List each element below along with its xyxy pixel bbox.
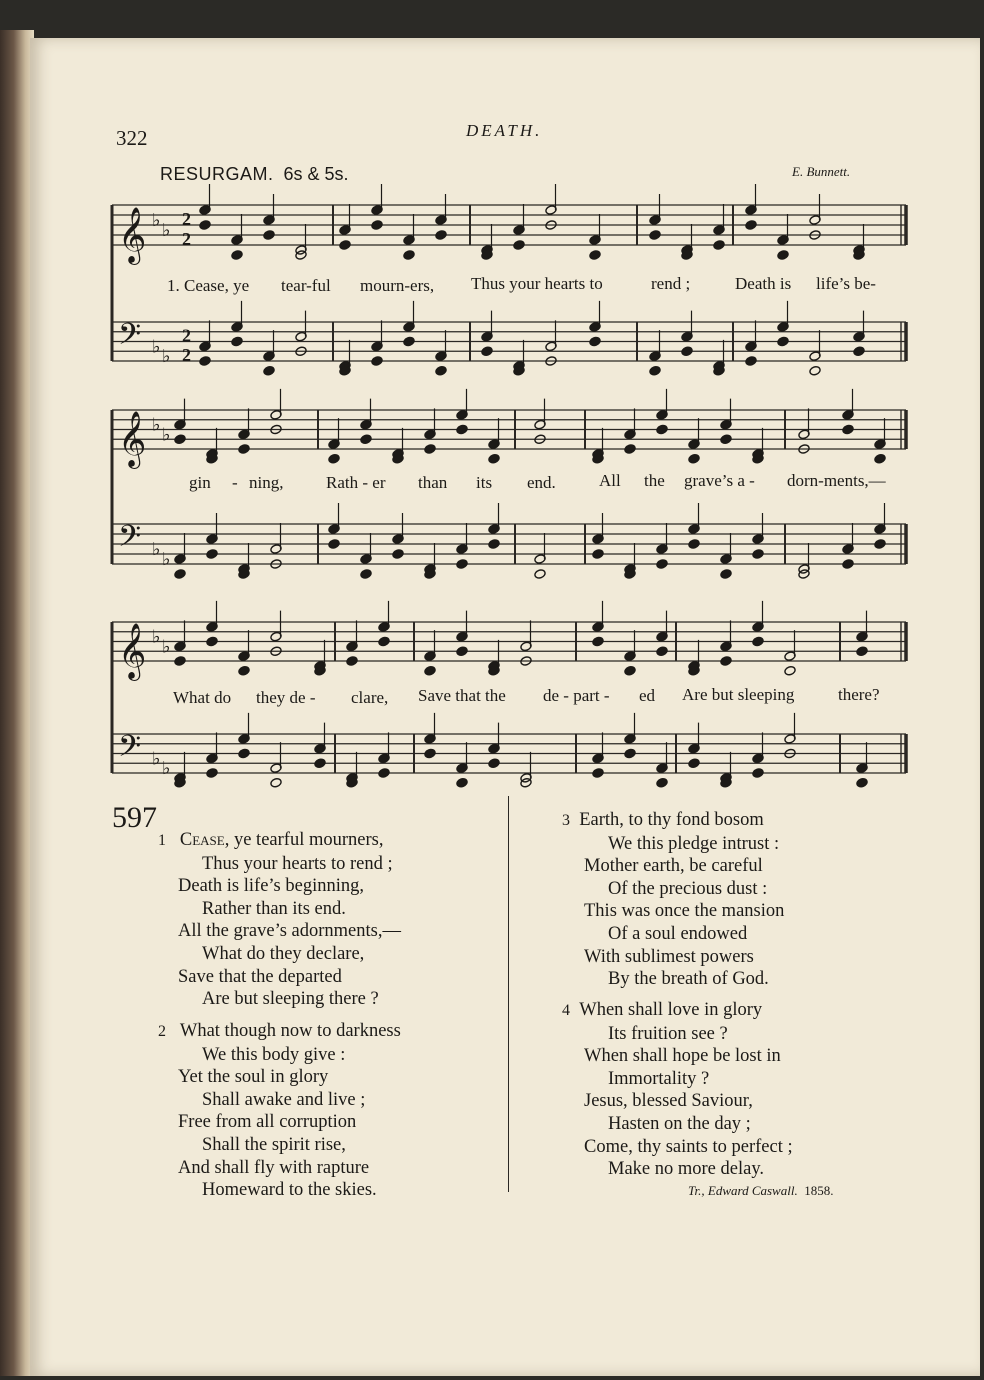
verse-line: What do they declare, <box>202 943 365 964</box>
verse-line: Homeward to the skies. <box>202 1180 377 1201</box>
note-head <box>238 665 250 676</box>
note-head <box>392 549 404 560</box>
verse-line: This was once the mansion <box>584 901 785 922</box>
note-head <box>592 768 604 779</box>
time-signature: 2 <box>182 325 191 346</box>
lyric-syllable: its <box>476 473 493 492</box>
note-head <box>856 777 868 788</box>
note-head <box>206 549 218 560</box>
verse-4 <box>562 999 793 1181</box>
lyric-syllable: ning, <box>249 473 284 492</box>
note-head <box>403 336 415 347</box>
lyric-syllable: gin <box>189 473 211 492</box>
note-head <box>853 346 865 357</box>
flat-sign: ♭ <box>152 336 161 358</box>
verse-line: Free from all corruption <box>178 1112 357 1133</box>
note-head <box>720 656 732 667</box>
lyric-syllable: Are but sleeping <box>682 685 795 704</box>
note-head <box>174 434 186 445</box>
note-head <box>263 365 275 376</box>
note-head <box>856 646 868 657</box>
note-head <box>206 636 218 647</box>
tune-name: RESURGAM. <box>160 164 274 184</box>
note-head <box>752 768 764 779</box>
note-head <box>777 250 789 261</box>
lyric-syllable: de - part - <box>543 686 610 705</box>
verse-number: 4 <box>562 1002 570 1019</box>
verse-line: When shall hope be lost in <box>584 1046 781 1067</box>
flat-sign: ♭ <box>152 210 161 231</box>
note-head <box>231 250 243 261</box>
lyric-syllable: Rath - er <box>326 473 386 492</box>
verse-line: Of a soul endowed <box>608 923 748 944</box>
note-head <box>456 424 468 435</box>
lyric-syllable: - <box>232 473 238 492</box>
lyric-syllable: life’s be- <box>816 274 876 293</box>
note-head <box>777 336 789 347</box>
verse-2 <box>158 1020 401 1202</box>
treble-clef: 𝄞 <box>118 207 147 263</box>
verse-line: All the grave’s adornments,— <box>178 921 401 942</box>
verse-line: By the breath of God. <box>608 969 769 990</box>
note-head <box>649 230 661 241</box>
lyric-syllable: 1. Cease, ye <box>167 276 250 295</box>
note-head <box>435 365 447 376</box>
note-head <box>624 748 636 759</box>
verse-line: Come, thy saints to perfect ; <box>584 1136 793 1157</box>
note-head <box>314 758 326 769</box>
note-head <box>424 665 436 676</box>
lyric-syllable: Save that the <box>418 686 506 705</box>
note-head <box>424 748 436 759</box>
flat-sign: ♭ <box>152 748 161 770</box>
verse-line: Yet the soul in glory <box>178 1067 329 1088</box>
hymn-number: 597 <box>112 801 157 834</box>
verse-line: Earth, to thy fond bosom <box>579 810 764 830</box>
note-head <box>534 569 546 580</box>
note-head <box>456 777 468 788</box>
note-head <box>681 346 693 357</box>
verse-line: Rather than its end. <box>202 898 346 919</box>
note-head <box>231 336 243 347</box>
note-head <box>263 230 275 241</box>
note-head <box>238 444 250 455</box>
note-head <box>206 768 218 779</box>
tune-meter: 6s & 5s. <box>283 164 349 184</box>
running-title: DEATH. <box>466 121 543 140</box>
note-head <box>752 549 764 560</box>
flat-sign: ♭ <box>162 636 171 658</box>
verse-line: Thus your hearts to rend ; <box>202 853 393 874</box>
note-head <box>456 559 468 570</box>
note-head <box>270 777 282 788</box>
note-head <box>488 539 500 550</box>
note-head <box>328 453 340 464</box>
verse-first-word: Cease, <box>179 830 230 850</box>
lyric-syllable: All <box>599 471 621 490</box>
lyric-syllable: mourn-ers, <box>360 276 435 295</box>
note-head <box>592 636 604 647</box>
note-head <box>745 220 757 231</box>
verse-line: Mother earth, be careful <box>584 856 763 877</box>
verse-line: Are but sleeping there ? <box>202 989 379 1010</box>
composer: E. Bunnett. <box>792 164 851 179</box>
note-head <box>649 365 661 376</box>
flat-sign: ♭ <box>162 346 171 368</box>
note-head <box>720 569 732 580</box>
note-head <box>589 250 601 261</box>
note-head <box>656 559 668 570</box>
note-head <box>874 453 886 464</box>
note-head <box>809 365 821 376</box>
lyric-syllable: clare, <box>351 688 389 707</box>
time-signature: 2 <box>182 229 191 249</box>
verse-line: Save that the departed <box>178 966 342 987</box>
verse-number: 2 <box>158 1023 166 1040</box>
note-head <box>488 758 500 769</box>
lyric-syllable: end. <box>527 473 556 492</box>
note-head <box>656 424 668 435</box>
note-head <box>435 230 447 241</box>
note-head <box>238 748 250 759</box>
verse-line: Death is life’s beginning, <box>178 876 364 897</box>
treble-clef: 𝄞 <box>118 411 147 467</box>
note-head <box>328 539 340 550</box>
treble-clef: 𝄞 <box>118 623 147 679</box>
verse-line: We this body give : <box>202 1044 346 1065</box>
note-head <box>360 569 372 580</box>
note-head <box>656 646 668 657</box>
time-signature: 2 <box>182 345 191 365</box>
verse-number: 1 <box>158 832 166 849</box>
credit-year: 1858. <box>804 1183 834 1198</box>
verse-number: 3 <box>562 812 570 829</box>
flat-sign: ♭ <box>152 414 161 436</box>
verse-line: Its fruition see ? <box>608 1023 728 1044</box>
flat-sign: ♭ <box>162 758 171 780</box>
verse-line: What though now to darkness <box>179 1021 401 1041</box>
verse-line: Hasten on the day ; <box>608 1113 751 1134</box>
note-head <box>378 768 390 779</box>
note-head <box>624 665 636 676</box>
note-head <box>403 250 415 261</box>
note-head <box>424 444 436 455</box>
flat-sign: ♭ <box>152 539 161 560</box>
note-head <box>874 539 886 550</box>
note-head <box>784 665 796 676</box>
flat-sign: ♭ <box>162 424 171 446</box>
note-head <box>745 356 757 367</box>
lyric-syllable: the <box>644 471 665 490</box>
verse-line: ye tearful mourners, <box>233 830 384 850</box>
flat-sign: ♭ <box>162 549 171 570</box>
verse-line: When shall love in glory <box>579 1000 763 1020</box>
verse-line: Shall the spirit rise, <box>202 1134 346 1155</box>
verse-line: Of the precious dust : <box>608 878 768 899</box>
note-head <box>488 453 500 464</box>
lyric-syllable: dorn-ments,— <box>787 471 886 490</box>
verse-line: Shall awake and live ; <box>202 1089 366 1110</box>
verse-line: Jesus, blessed Saviour, <box>584 1091 753 1112</box>
note-head <box>688 453 700 464</box>
note-head <box>339 240 351 251</box>
verse-line: We this pledge intrust : <box>608 833 780 854</box>
verse-1 <box>158 829 401 1011</box>
note-head <box>624 444 636 455</box>
note-head <box>589 336 601 347</box>
lyric-syllable: Thus your hearts to <box>471 274 603 293</box>
note-head <box>656 777 668 788</box>
note-head <box>174 656 186 667</box>
note-head <box>378 636 390 647</box>
verse-line: And shall fly with rapture <box>178 1157 370 1178</box>
verse-line: Make no more delay. <box>608 1159 764 1180</box>
lyric-syllable: What do <box>173 688 232 707</box>
note-head <box>199 356 211 367</box>
note-head <box>346 656 358 667</box>
translator-credit <box>688 1183 833 1199</box>
lyric-syllable: tear-ful <box>281 276 331 295</box>
note-head <box>752 636 764 647</box>
note-head <box>688 758 700 769</box>
note-head <box>688 539 700 550</box>
bass-clef: 𝄢 <box>118 318 142 359</box>
bass-clef: 𝄢 <box>118 520 142 561</box>
verse-line: With sublimest powers <box>584 946 754 967</box>
note-head <box>371 356 383 367</box>
note-head <box>842 559 854 570</box>
lyric-syllable: there? <box>838 685 880 704</box>
lyric-syllable: than <box>418 473 448 492</box>
note-head <box>592 549 604 560</box>
note-head <box>360 434 372 445</box>
verse-line: Immortality ? <box>608 1068 710 1089</box>
note-head <box>199 220 211 231</box>
translator-name: Tr., Edward Caswall. <box>688 1183 798 1198</box>
lyric-syllable: ed <box>639 686 656 705</box>
note-head <box>371 220 383 231</box>
time-signature: 2 <box>182 209 191 229</box>
lyric-syllable: grave’s a - <box>684 471 755 490</box>
note-head <box>720 434 732 445</box>
lyric-syllable: rend ; <box>651 274 691 293</box>
lyric-syllable: Death is <box>735 274 792 293</box>
column-divider <box>508 796 509 1192</box>
note-head <box>513 240 525 251</box>
flat-sign: ♭ <box>162 220 171 241</box>
flat-sign: ♭ <box>152 626 161 648</box>
note-head <box>481 346 493 357</box>
note-head <box>174 569 186 580</box>
note-head <box>842 424 854 435</box>
bass-clef: 𝄢 <box>118 730 142 771</box>
note-head <box>713 240 725 251</box>
lyric-syllable: they de - <box>256 688 316 707</box>
note-head <box>456 646 468 657</box>
page-number: 322 <box>116 126 148 150</box>
verse-3 <box>562 809 784 991</box>
